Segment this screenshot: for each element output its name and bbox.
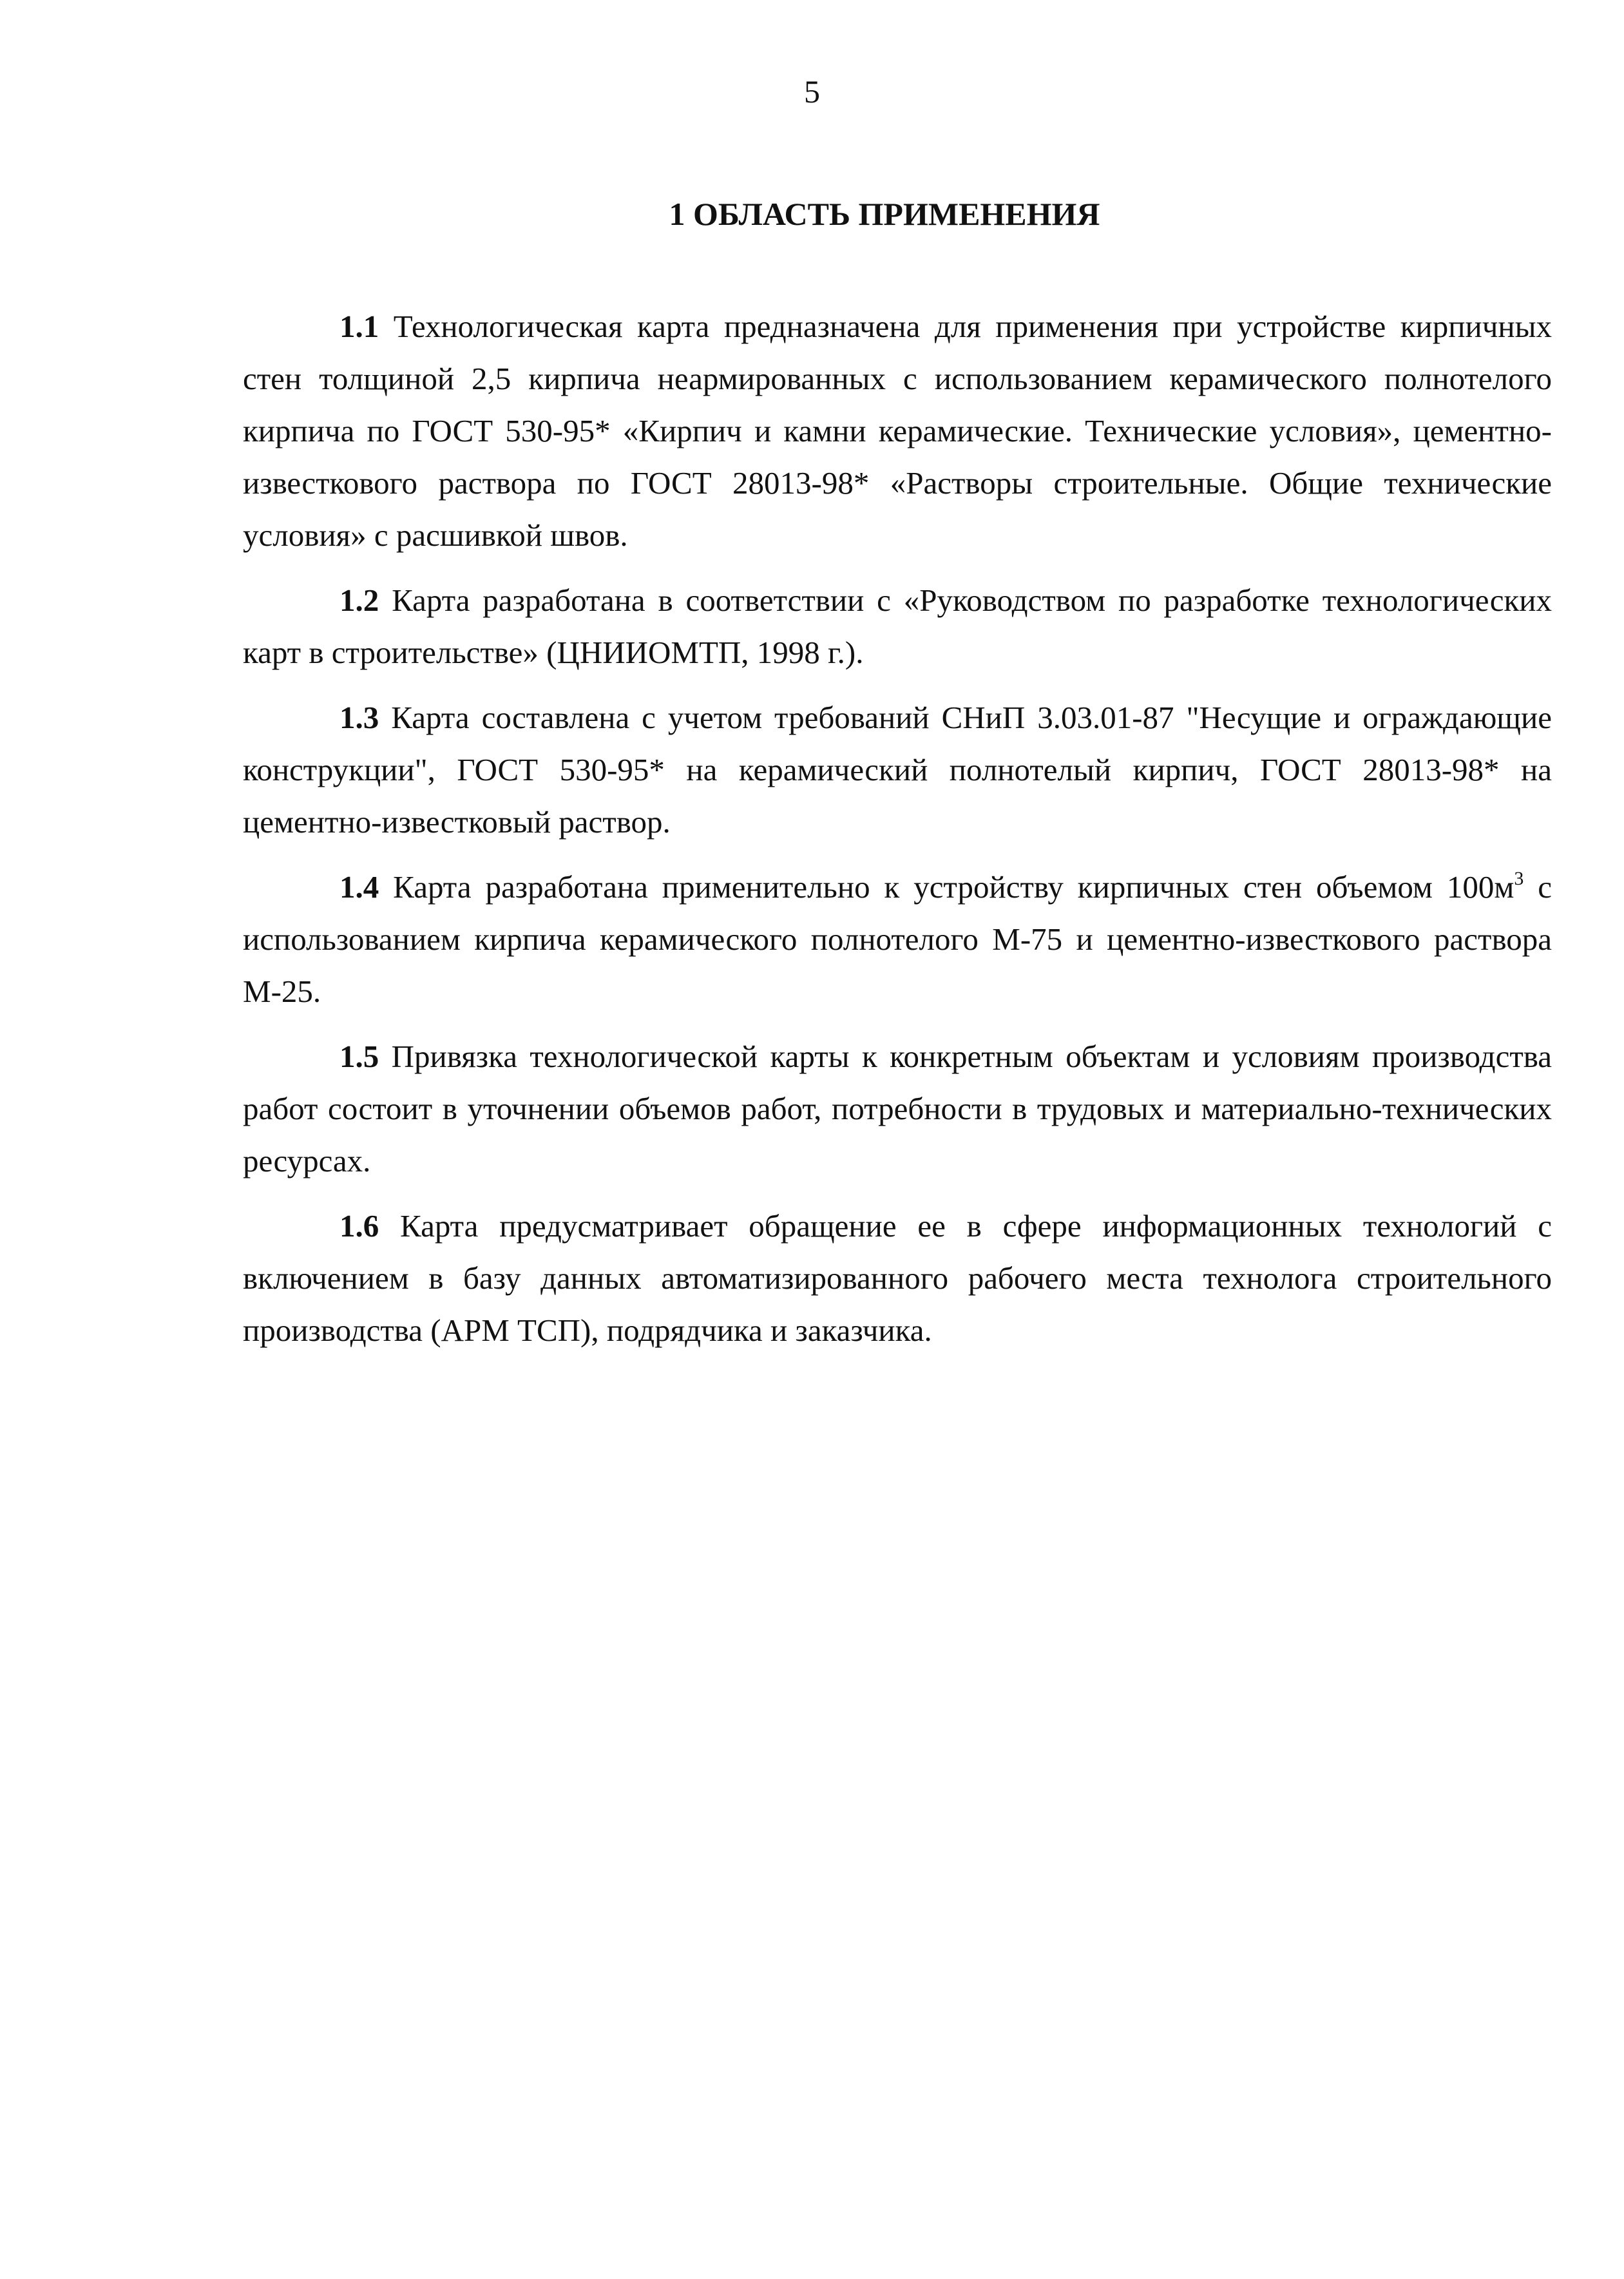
paragraph-text: Карта разработана применительно к устройству кирпичных стен объемом 100м <box>393 869 1514 905</box>
document-body <box>243 300 1552 1369</box>
paragraph-1-5 <box>243 1030 1552 1187</box>
page-number: 5 <box>804 73 820 110</box>
paragraph-number: 1.6 <box>339 1208 379 1244</box>
paragraph-1-2 <box>243 574 1552 678</box>
paragraph-text: Карта разработана в соответствии с «Руководством по разработке технологических карт в строительстве» (ЦНИИОМТП, 1998 г.). <box>243 582 1552 670</box>
paragraph-number: 1.1 <box>339 309 379 344</box>
paragraph-text: Карта предусматривает обращение ее в сфере информационных технологий с включением в базу данных автоматизированного рабочего места технолога строительного производства (АРМ ТСП), подрядчика и заказчика. <box>243 1208 1552 1348</box>
paragraph-1-4 <box>243 861 1552 1017</box>
paragraph-1-1 <box>243 300 1552 561</box>
paragraph-number: 1.2 <box>339 582 379 618</box>
volume-superscript: 3 <box>1514 868 1524 889</box>
paragraph-number: 1.3 <box>339 700 379 735</box>
paragraph-text-continued: с использованием кирпича керамического полнотелого М-75 и цементно-известкового раствора М-25. <box>243 869 1552 1009</box>
paragraph-1-3 <box>243 691 1552 848</box>
paragraph-number: 1.5 <box>339 1039 379 1074</box>
section-title: 1 ОБЛАСТЬ ПРИМЕНЕНИЯ <box>669 196 1100 232</box>
paragraph-number: 1.4 <box>339 869 379 905</box>
paragraph-text: Технологическая карта предназначена для применения при устройстве кирпичных стен толщиной 2,5 кирпича неармированных с использованием керамического полнотелого кирпича по ГОСТ 530-95* «Кирпич и камни керамические. Технические условия», цементно-известкового раствора по ГОСТ 28013-98* «Растворы строительные. Общие технические условия» с расшивкой швов. <box>243 309 1552 553</box>
paragraph-text: Привязка технологической карты к конкретным объектам и условиям производства работ состоит в уточнении объемов работ, потребности в трудовых и материально-технических ресурсах. <box>243 1039 1552 1178</box>
paragraph-1-6 <box>243 1200 1552 1356</box>
paragraph-text: Карта составлена с учетом требований СНиП 3.03.01-87 "Несущие и ограждающие конструкции", ГОСТ 530-95* на керамический полнотелый кирпич, ГОСТ 28013-98* на цементно-известковый раствор. <box>243 700 1552 840</box>
